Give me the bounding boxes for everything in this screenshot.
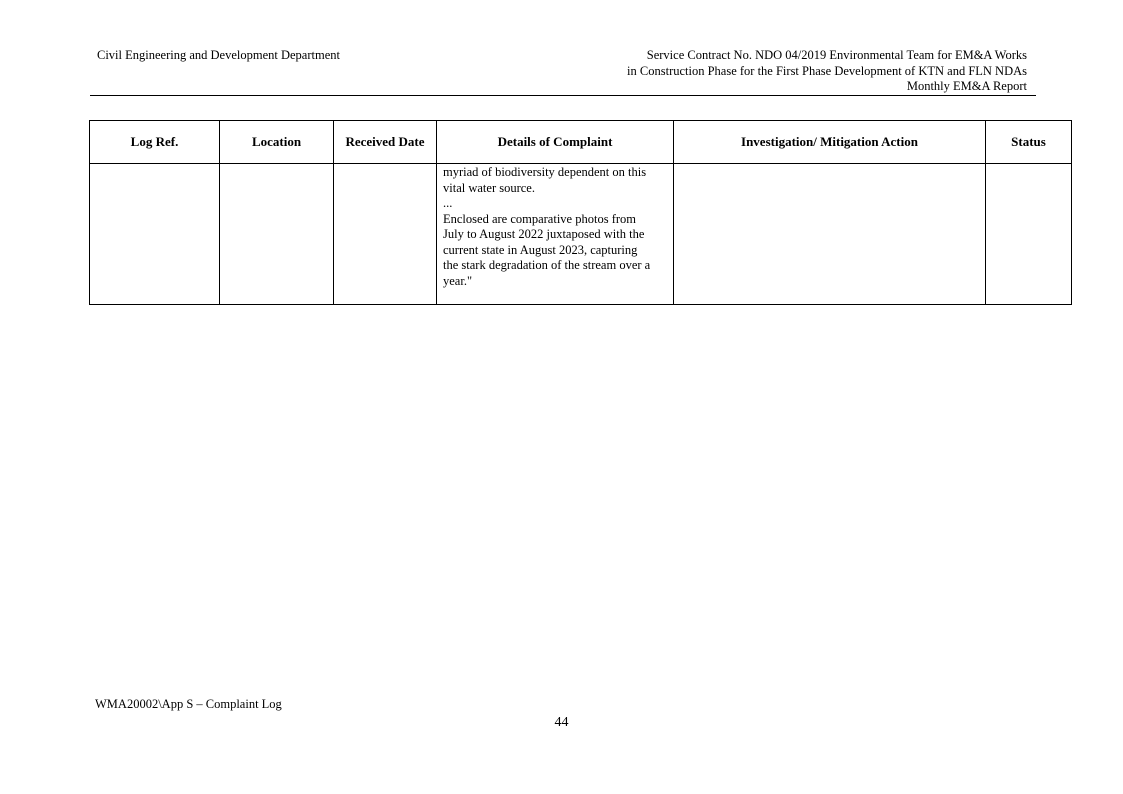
table-row xyxy=(90,164,1072,305)
column-header-action: Investigation/ Mitigation Action xyxy=(674,121,986,164)
details-line: the stark degradation of the stream over a xyxy=(443,258,651,272)
header-contract-line: Monthly EM&A Report xyxy=(906,79,1027,93)
table-header-row xyxy=(90,121,1072,164)
details-line: July to August 2022 juxtaposed with the xyxy=(443,227,645,241)
details-line: myriad of biodiversity dependent on this xyxy=(443,165,647,179)
details-line: Enclosed are comparative photos from xyxy=(443,211,636,226)
column-header-location: Location xyxy=(220,121,334,164)
details-line: vital water source. xyxy=(443,180,535,195)
column-header-details: Details of Complaint xyxy=(437,121,674,164)
cell-log-ref xyxy=(90,164,220,305)
column-header-log-ref: Log Ref. xyxy=(90,121,220,164)
footer-document-ref: WMA20002\App S – Complaint Log xyxy=(95,697,282,711)
cell-action xyxy=(674,164,986,305)
header-contract-info xyxy=(627,48,1027,95)
cell-location xyxy=(220,164,334,305)
page-number: 44 xyxy=(554,715,569,730)
header-contract-line: in Construction Phase for the First Phase Development of KTN and FLN NDAs xyxy=(627,63,1027,78)
complaint-log-table xyxy=(89,120,1072,305)
header-department: Civil Engineering and Development Department xyxy=(97,48,340,62)
header-contract-line: Service Contract No. NDO 04/2019 Environmental Team for EM&A Works xyxy=(646,48,1027,62)
cell-received-date xyxy=(334,164,437,305)
header-divider xyxy=(90,95,1036,96)
cell-status xyxy=(986,164,1072,305)
details-line: year." xyxy=(443,273,473,288)
cell-details xyxy=(437,164,674,305)
column-header-status: Status xyxy=(986,121,1072,164)
column-header-received-date: Received Date xyxy=(334,121,437,164)
details-line: ... xyxy=(443,196,453,210)
details-line: current state in August 2023, capturing xyxy=(443,242,638,257)
